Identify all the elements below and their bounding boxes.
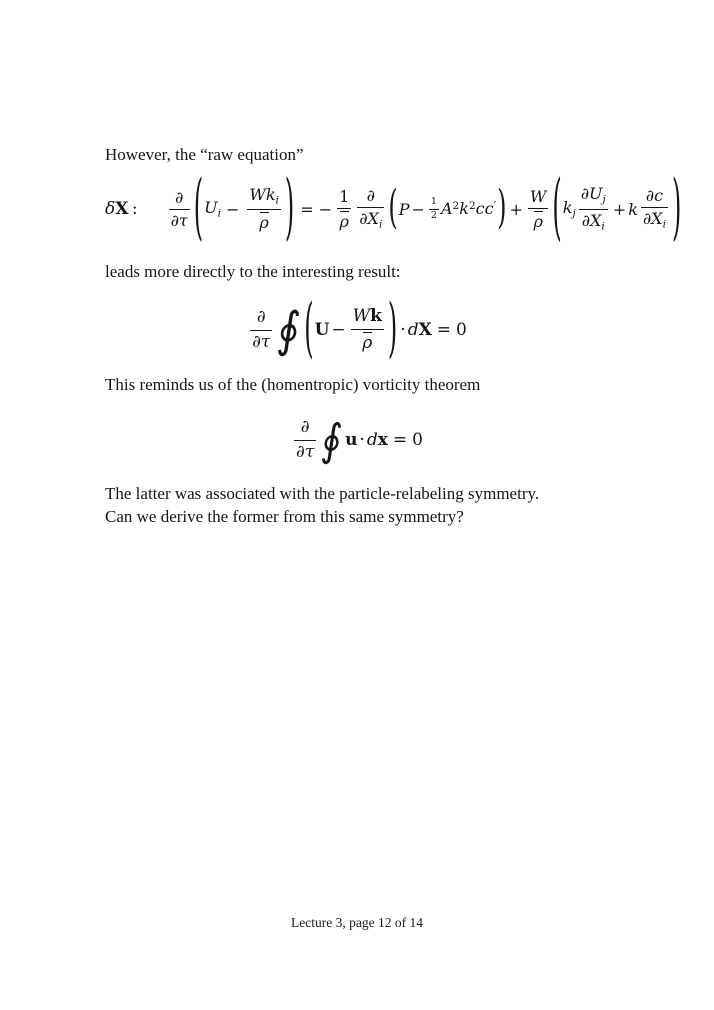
math-token: $\partial X_i$	[642, 208, 666, 231]
fraction-bar	[247, 209, 281, 210]
contour-integral-symbol: ∮	[275, 301, 304, 358]
paragraph-reminds: This reminds us of the (homentropic) vorticity theorem	[105, 375, 481, 394]
math-token: ∂τ	[252, 331, 271, 352]
rho-bar: ρ	[339, 211, 349, 231]
right-paren: )	[387, 290, 398, 367]
fraction-bar	[579, 209, 608, 210]
minus-operator: −	[411, 199, 425, 219]
fraction-bar	[250, 330, 272, 331]
math-token: ∂	[175, 187, 184, 207]
math-token: ∂τ	[170, 210, 188, 230]
frac-Wk-rho	[351, 307, 384, 352]
fraction-bar	[351, 329, 384, 330]
fraction-bar	[641, 207, 668, 208]
frac-W-rho	[528, 188, 548, 231]
frac-one-half	[429, 197, 439, 220]
left-paren: (	[193, 165, 204, 250]
math-token: Wk	[352, 306, 382, 327]
page-footer: Lecture 3, page 12 of 14	[291, 915, 423, 930]
math-token: ∂	[366, 185, 375, 205]
math-token: $\partial X_i$	[581, 210, 605, 232]
plus-operator: +	[612, 199, 627, 219]
vector-U: U	[314, 320, 330, 340]
right-paren: )	[284, 165, 295, 250]
equation-circulation	[0, 290, 714, 367]
equals-operator: =	[300, 199, 314, 219]
math-token: $Wk_i$	[249, 184, 279, 207]
rho-bar: ρ	[259, 213, 269, 233]
frac-Wki-rho	[247, 186, 281, 232]
term-dx: dx	[366, 430, 388, 450]
fraction-bar	[528, 208, 548, 209]
vector-u: u	[345, 430, 358, 450]
right-paren: )	[671, 165, 682, 250]
frac-d-dXi	[357, 187, 384, 231]
paragraph-intro: However, the “raw equation”	[105, 145, 304, 164]
paragraph-question: Can we derive the former from this same symmetry?	[105, 507, 464, 526]
plus-operator: +	[509, 199, 523, 219]
frac-dc-dXi	[641, 187, 668, 231]
dot-operator: ·	[400, 320, 406, 340]
left-paren: (	[388, 181, 398, 235]
fraction-bar	[337, 208, 351, 209]
minus-operator: −	[331, 320, 346, 340]
zero: 0	[456, 320, 467, 340]
contour-integral-symbol: ∮	[319, 414, 345, 466]
term-dX: dX	[407, 320, 432, 340]
equals-operator: =	[392, 430, 408, 450]
equation-vorticity	[0, 412, 714, 468]
delta-symbol: δ	[105, 199, 116, 219]
math-token	[257, 212, 270, 232]
minus-operator: −	[318, 199, 333, 219]
left-paren: (	[304, 290, 314, 367]
math-token: ∂	[300, 417, 310, 438]
math-token: ∂c	[645, 185, 664, 205]
fraction-bar	[169, 209, 190, 210]
math-token: ∂τ	[296, 441, 315, 462]
term-Ui: $U_i$	[204, 198, 221, 220]
equation-label-deltaX	[105, 199, 138, 219]
equals-operator: =	[436, 320, 452, 340]
vector-X: X	[115, 199, 129, 219]
right-paren: )	[497, 181, 507, 235]
paragraph-latter: The latter was associated with the particle-relabeling symmetry.	[105, 484, 540, 503]
fraction-bar	[294, 440, 316, 441]
prime-symbol: ′	[493, 199, 497, 213]
left-paren: (	[552, 165, 562, 250]
paragraph-leads: leads more directly to the interesting result:	[105, 262, 401, 281]
minus-operator: −	[225, 199, 240, 219]
math-token: 1	[339, 186, 350, 206]
rho-bar: ρ	[533, 211, 543, 231]
math-token: $\partial X_i$	[359, 208, 383, 231]
equation-raw	[105, 165, 682, 250]
frac-d-dtau	[250, 308, 272, 351]
math-token: W	[529, 186, 547, 206]
colon: :	[131, 199, 138, 219]
math-token: 1	[430, 196, 437, 208]
term-P: P	[398, 199, 410, 219]
frac-dUj-dXi	[579, 185, 608, 232]
term-A2k2cc: $A^2k^2cc'$	[440, 199, 497, 219]
math-token	[337, 211, 350, 231]
frac-1-rho	[337, 188, 351, 231]
math-token: $\partial U_j$	[580, 184, 606, 206]
dot-operator: ·	[359, 430, 365, 450]
rho-bar: ρ	[362, 332, 373, 353]
term-k: k	[628, 199, 638, 219]
math-token	[360, 332, 374, 353]
zero: 0	[412, 430, 423, 450]
math-token: ∂	[256, 307, 266, 328]
term-kj: $k_j$	[562, 198, 576, 220]
frac-d-dtau	[294, 418, 316, 461]
math-token	[531, 211, 544, 231]
frac-d-dtau	[169, 189, 190, 230]
fraction-bar	[357, 207, 384, 208]
math-token: 2	[430, 209, 437, 221]
